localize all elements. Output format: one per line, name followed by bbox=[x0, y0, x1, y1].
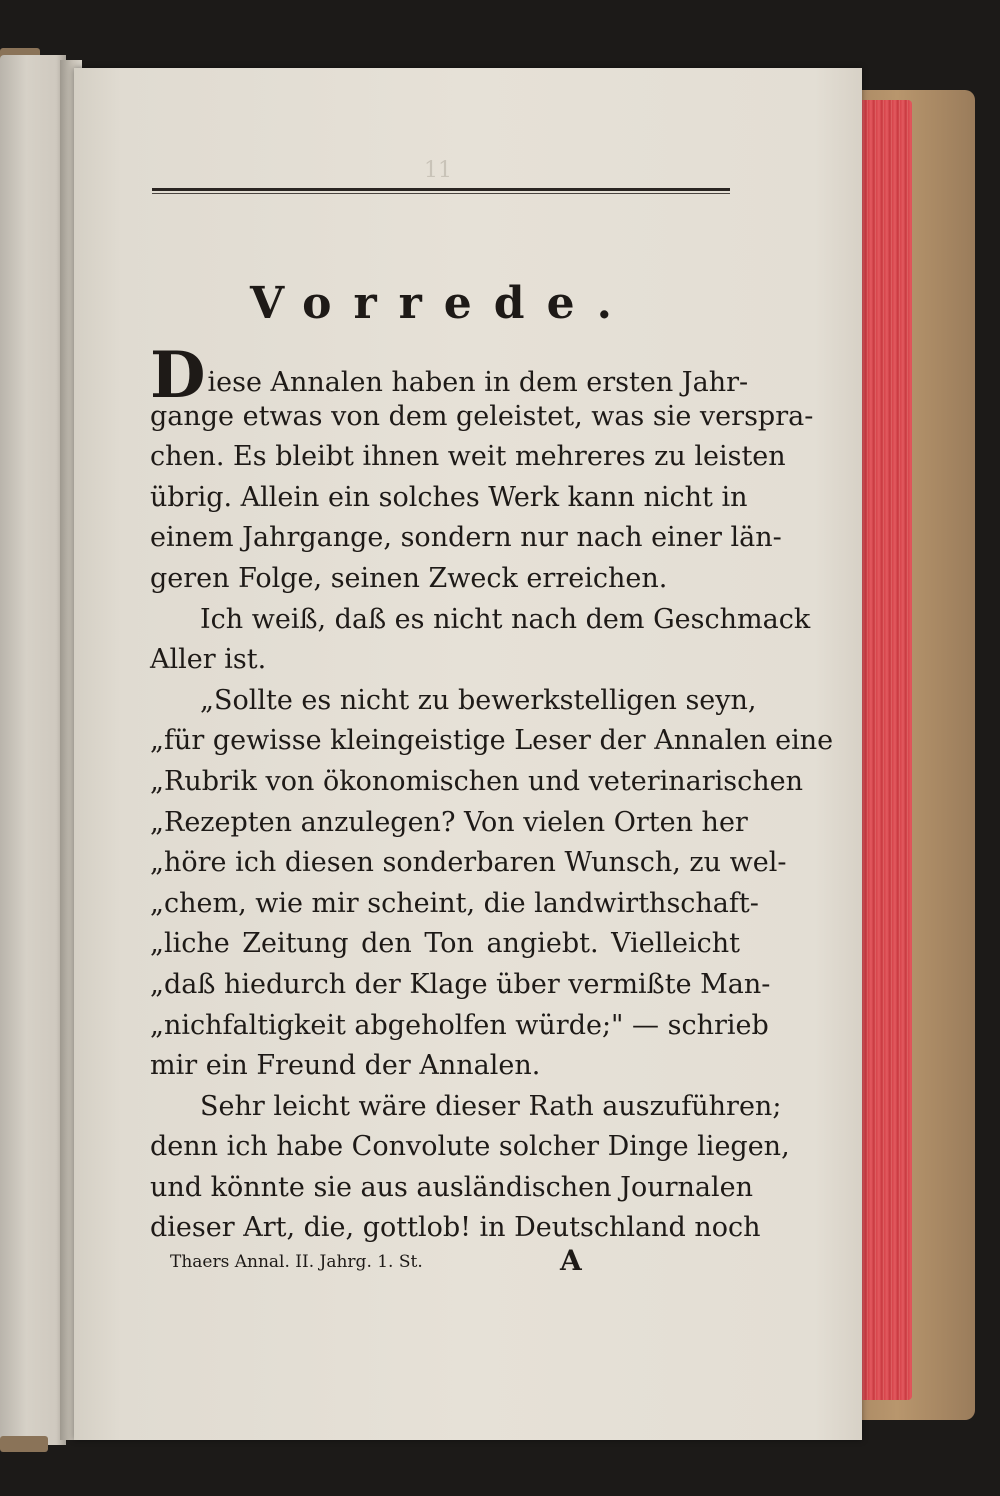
text-line: mir ein Freund der Annalen. bbox=[150, 1050, 541, 1082]
text-line: „Rezepten anzulegen? Von vielen Orten her bbox=[150, 806, 748, 838]
text-line: denn ich habe Convolute solcher Dinge liegen, bbox=[150, 1131, 790, 1163]
text-line: „daß hiedurch der Klage über vermißte Man- bbox=[150, 968, 771, 1000]
left-page-edge bbox=[0, 55, 66, 1445]
sheet-signature: A bbox=[560, 1244, 582, 1277]
page-number: 11 bbox=[424, 158, 452, 183]
text-line bbox=[150, 338, 749, 413]
text-line: „Sollte es nicht zu bewerkstelligen seyn, bbox=[200, 684, 757, 716]
text-line: gange etwas von dem geleistet, was sie verspra- bbox=[150, 400, 814, 432]
text-line: dieser Art, die, gottlob! in Deutschland noch bbox=[150, 1212, 761, 1244]
footer-signature-line: Thaers Annal. II. Jahrg. 1. St. bbox=[170, 1252, 423, 1272]
text-line: Sehr leicht wäre dieser Rath auszuführen; bbox=[200, 1090, 782, 1122]
text-line: Ich weiß, daß es nicht nach dem Geschmack bbox=[200, 603, 811, 635]
header-rule-thin bbox=[152, 193, 730, 194]
page-heading: Vorrede. bbox=[250, 278, 634, 329]
drop-cap: D bbox=[150, 338, 206, 413]
text-line: Aller ist. bbox=[150, 644, 267, 676]
text-line-content: iese Annalen haben in dem ersten Jahr- bbox=[207, 367, 749, 398]
left-cover-bottom bbox=[0, 1436, 48, 1452]
text-line: übrig. Allein ein solches Werk kann nicht in bbox=[150, 481, 748, 513]
header-rule bbox=[152, 188, 730, 191]
text-line: chen. Es bleibt ihnen weit mehreres zu leisten bbox=[150, 441, 786, 473]
text-line: „liche Zeitung den Ton angiebt. Vielleicht bbox=[150, 928, 740, 960]
text-line: „nichfaltigkeit abgeholfen würde;" — schrieb bbox=[150, 1009, 769, 1041]
body-text bbox=[150, 338, 834, 1249]
text-line: „für gewisse kleingeistige Leser der Annalen eine bbox=[150, 725, 834, 757]
text-line: „chem, wie mir scheint, die landwirthschaft- bbox=[150, 887, 759, 919]
text-line: „Rubrik von ökonomischen und veterinarischen bbox=[150, 765, 804, 797]
text-line: einem Jahrgange, sondern nur nach einer län- bbox=[150, 522, 782, 554]
text-line: „höre ich diesen sonderbaren Wunsch, zu wel- bbox=[150, 847, 787, 879]
text-line: geren Folge, seinen Zweck erreichen. bbox=[150, 562, 668, 594]
text-line: und könnte sie aus ausländischen Journalen bbox=[150, 1171, 753, 1203]
